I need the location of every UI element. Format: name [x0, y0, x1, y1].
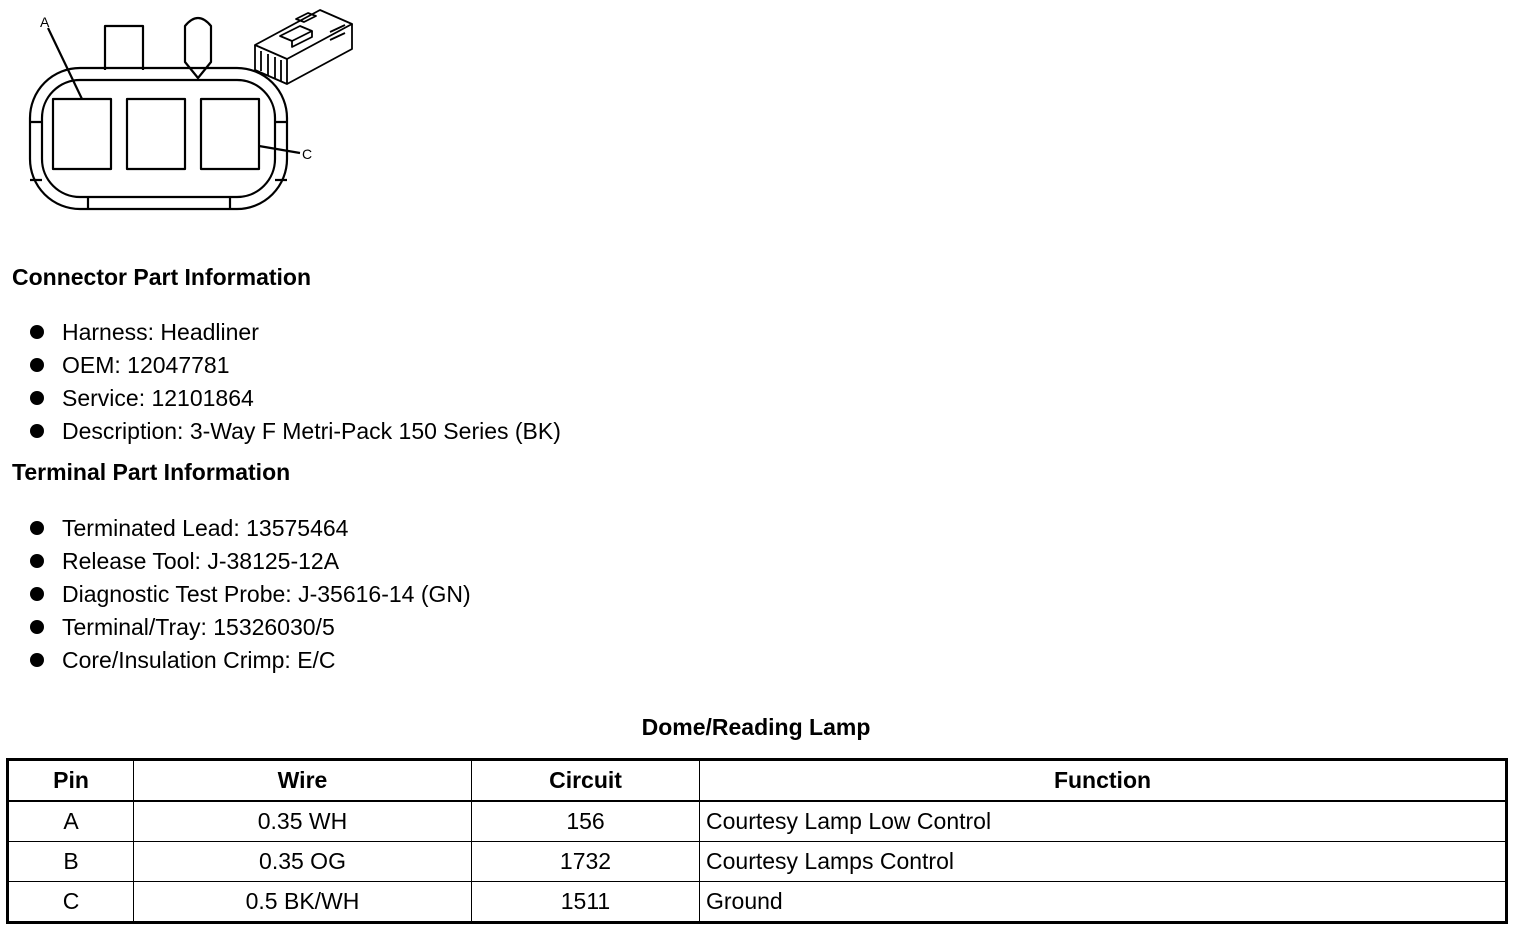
bullet-icon [30, 521, 44, 535]
list-item [30, 612, 471, 645]
connector-diagram [0, 0, 380, 225]
column-header-circuit: Circuit [472, 760, 700, 802]
bullet-icon [30, 587, 44, 601]
list-item-text: Description: 3-Way F Metri-Pack 150 Series (BK) [62, 418, 561, 444]
connector-housing-inner [42, 80, 275, 197]
wire-cell: 0.35 WH [134, 801, 472, 842]
function-cell: Courtesy Lamps Control [700, 842, 1507, 882]
connector-part-info-heading: Connector Part Information [12, 264, 312, 290]
callout-c: C [302, 146, 313, 162]
table-title: Dome/Reading Lamp [641, 714, 871, 740]
list-item-text: OEM: 12047781 [62, 352, 230, 378]
table-row [8, 842, 1507, 882]
bullet-icon [30, 391, 44, 405]
bullet-icon [30, 424, 44, 438]
list-item [30, 416, 561, 449]
pin-cell: A [8, 801, 134, 842]
list-item-text: Diagnostic Test Probe: J-35616-14 (GN) [62, 581, 471, 607]
list-item-text: Harness: Headliner [62, 319, 259, 345]
function-cell: Courtesy Lamp Low Control [700, 801, 1507, 842]
wire-cell: 0.5 BK/WH [134, 882, 472, 923]
bullet-icon [30, 325, 44, 339]
circuit-cell: 156 [472, 801, 700, 842]
column-header-pin: Pin [8, 760, 134, 802]
list-item [30, 317, 561, 350]
column-header-function: Function [700, 760, 1507, 802]
terminal-cavity-b [127, 99, 185, 169]
list-item-text: Terminal/Tray: 15326030/5 [62, 614, 335, 640]
list-item-text: Service: 12101864 [62, 385, 254, 411]
callout-a: A [40, 14, 50, 30]
table-row [8, 882, 1507, 923]
pinout-table [6, 758, 1508, 924]
table-header-row [8, 760, 1507, 802]
wire-cell: 0.35 OG [134, 842, 472, 882]
list-item [30, 579, 471, 612]
terminal-part-info-list [30, 513, 471, 678]
connector-part-info-list [30, 317, 561, 449]
list-item [30, 383, 561, 416]
circuit-cell: 1511 [472, 882, 700, 923]
bullet-icon [30, 554, 44, 568]
pin-cell: B [8, 842, 134, 882]
list-item-text: Terminated Lead: 13575464 [62, 515, 349, 541]
bullet-icon [30, 358, 44, 372]
connector-housing-outer [30, 68, 287, 209]
terminal-cavity-c [201, 99, 259, 169]
list-item-text: Core/Insulation Crimp: E/C [62, 647, 336, 673]
list-item [30, 513, 471, 546]
list-item [30, 350, 561, 383]
bullet-icon [30, 653, 44, 667]
connector-top-tab [105, 26, 143, 70]
connector-3d-icon [255, 10, 352, 84]
circuit-cell: 1732 [472, 842, 700, 882]
table-row [8, 801, 1507, 842]
list-item [30, 546, 471, 579]
pin-cell: C [8, 882, 134, 923]
column-header-wire: Wire [134, 760, 472, 802]
terminal-cavity-a [53, 99, 111, 169]
terminal-part-info-heading: Terminal Part Information [12, 459, 291, 485]
list-item-text: Release Tool: J-38125-12A [62, 548, 340, 574]
function-cell: Ground [700, 882, 1507, 923]
list-item [30, 645, 471, 678]
bullet-icon [30, 620, 44, 634]
